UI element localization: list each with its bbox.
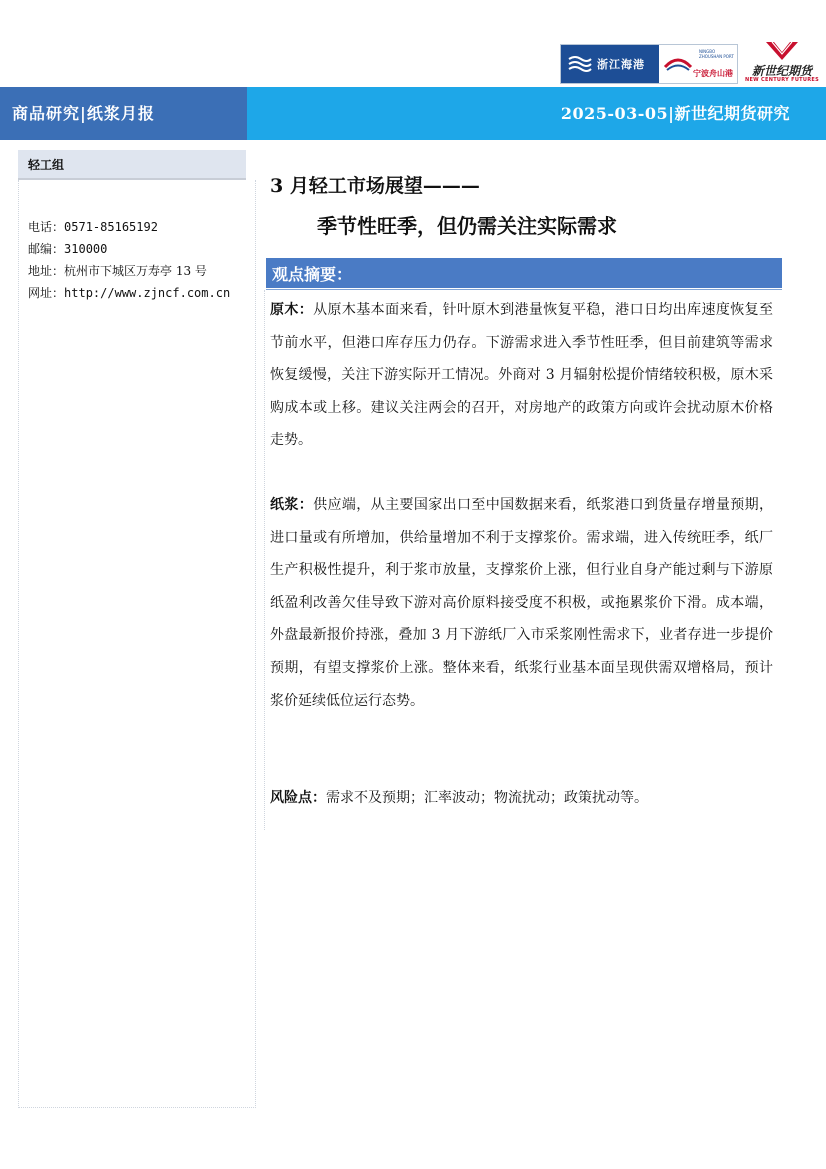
contact-value: http://www.zjncf.com.cn bbox=[64, 286, 231, 300]
new-century-en: NEW CENTURY FUTURES bbox=[744, 77, 820, 83]
summary-heading-bar bbox=[266, 258, 782, 288]
paragraph-text: 供应端，从主要国家出口至中国数据来看，纸浆港口到货量存增量预期，进口量或有所增加，供给量增加不利于支撑浆价。需求端，进入传统旺季，纸厂生产积极性提升，利于浆市放量，支撑浆价上涨，但行业自身产能过剩与下游原纸盈利改善欠佳导致下游对高价原料接受度不积极，或拖累浆价下滑。成本端，外盘最新报价持涨，叠加 3 月下游纸厂入市采浆刚性需求下，业者存进一步提价预期，有望支撑浆价上涨。整体来看，纸浆行业基本面呈现供需双增格局，预计浆价延续低位运行态势。 bbox=[270, 497, 774, 709]
contact-value: 310000 bbox=[64, 242, 108, 256]
ningbo-port-cn: 宁波舟山港 bbox=[693, 69, 733, 78]
contact-value: 0571-85165192 bbox=[64, 220, 158, 234]
report-category: 商品研究|纸浆月报 bbox=[12, 104, 155, 123]
sidebar-frame bbox=[18, 180, 256, 1108]
paragraph-label: 纸浆： bbox=[270, 497, 314, 513]
paragraph-text: 从原木基本面来看，针叶原木到港量恢复平稳，港口日均出库速度恢复至节前水平，但港口库存压力仍存。下游需求进入季节性旺季，但目前建筑等需求恢复缓慢，关注下游实际开工情况。外商对 3 月辐射松提价情绪较积极，原木采购成本或上移。建议关注两会的召开，对房地产的政策方向或许会扰动原木价格走势。 bbox=[270, 302, 774, 449]
paragraph-text: 需求不及预期；汇率波动；物流扰动；政策扰动等。 bbox=[326, 790, 648, 806]
new-century-cn: 新世纪期货 bbox=[751, 64, 812, 78]
summary-paragraph-risk bbox=[270, 782, 773, 815]
zhejiang-seaport-logo bbox=[560, 44, 738, 84]
report-title-line1: 3 月轻工市场展望——— bbox=[270, 175, 480, 197]
content-border bbox=[264, 290, 266, 830]
contact-phone bbox=[28, 218, 158, 235]
new-century-futures-logo bbox=[742, 40, 822, 86]
paragraph-label: 原木： bbox=[270, 302, 314, 318]
paragraph-label: 风险点： bbox=[270, 790, 326, 806]
ningbo-port-emblem-icon bbox=[663, 53, 693, 73]
new-century-wing-icon bbox=[764, 40, 800, 62]
summary-heading: 观点摘要： bbox=[272, 265, 353, 284]
contact-label: 电话： bbox=[28, 220, 65, 234]
contact-address bbox=[28, 262, 207, 279]
sidebar-group-name: 轻工组 bbox=[28, 158, 65, 172]
summary-paragraph-pulp bbox=[270, 489, 773, 717]
contact-label: 邮编： bbox=[28, 242, 65, 256]
ningbo-port-en: NINGBO ZHOUSHAN PORT bbox=[699, 49, 734, 59]
summary-paragraph-log bbox=[270, 294, 773, 457]
contact-value: 杭州市下城区万寿亭 13 号 bbox=[64, 264, 207, 278]
report-date-source: 2025-03-05|新世纪期货研究 bbox=[560, 104, 790, 123]
contact-website bbox=[28, 284, 230, 301]
contact-label: 网址： bbox=[28, 286, 65, 300]
zhejiang-port-name: 浙江海港 bbox=[597, 58, 645, 71]
seaport-wave-icon bbox=[567, 53, 593, 75]
sidebar-group-box bbox=[18, 150, 246, 180]
summary-divider bbox=[266, 289, 782, 290]
report-title-line2: 季节性旺季，但仍需关注实际需求 bbox=[317, 214, 617, 238]
contact-label: 地址： bbox=[28, 264, 65, 278]
contact-postcode bbox=[28, 240, 107, 257]
